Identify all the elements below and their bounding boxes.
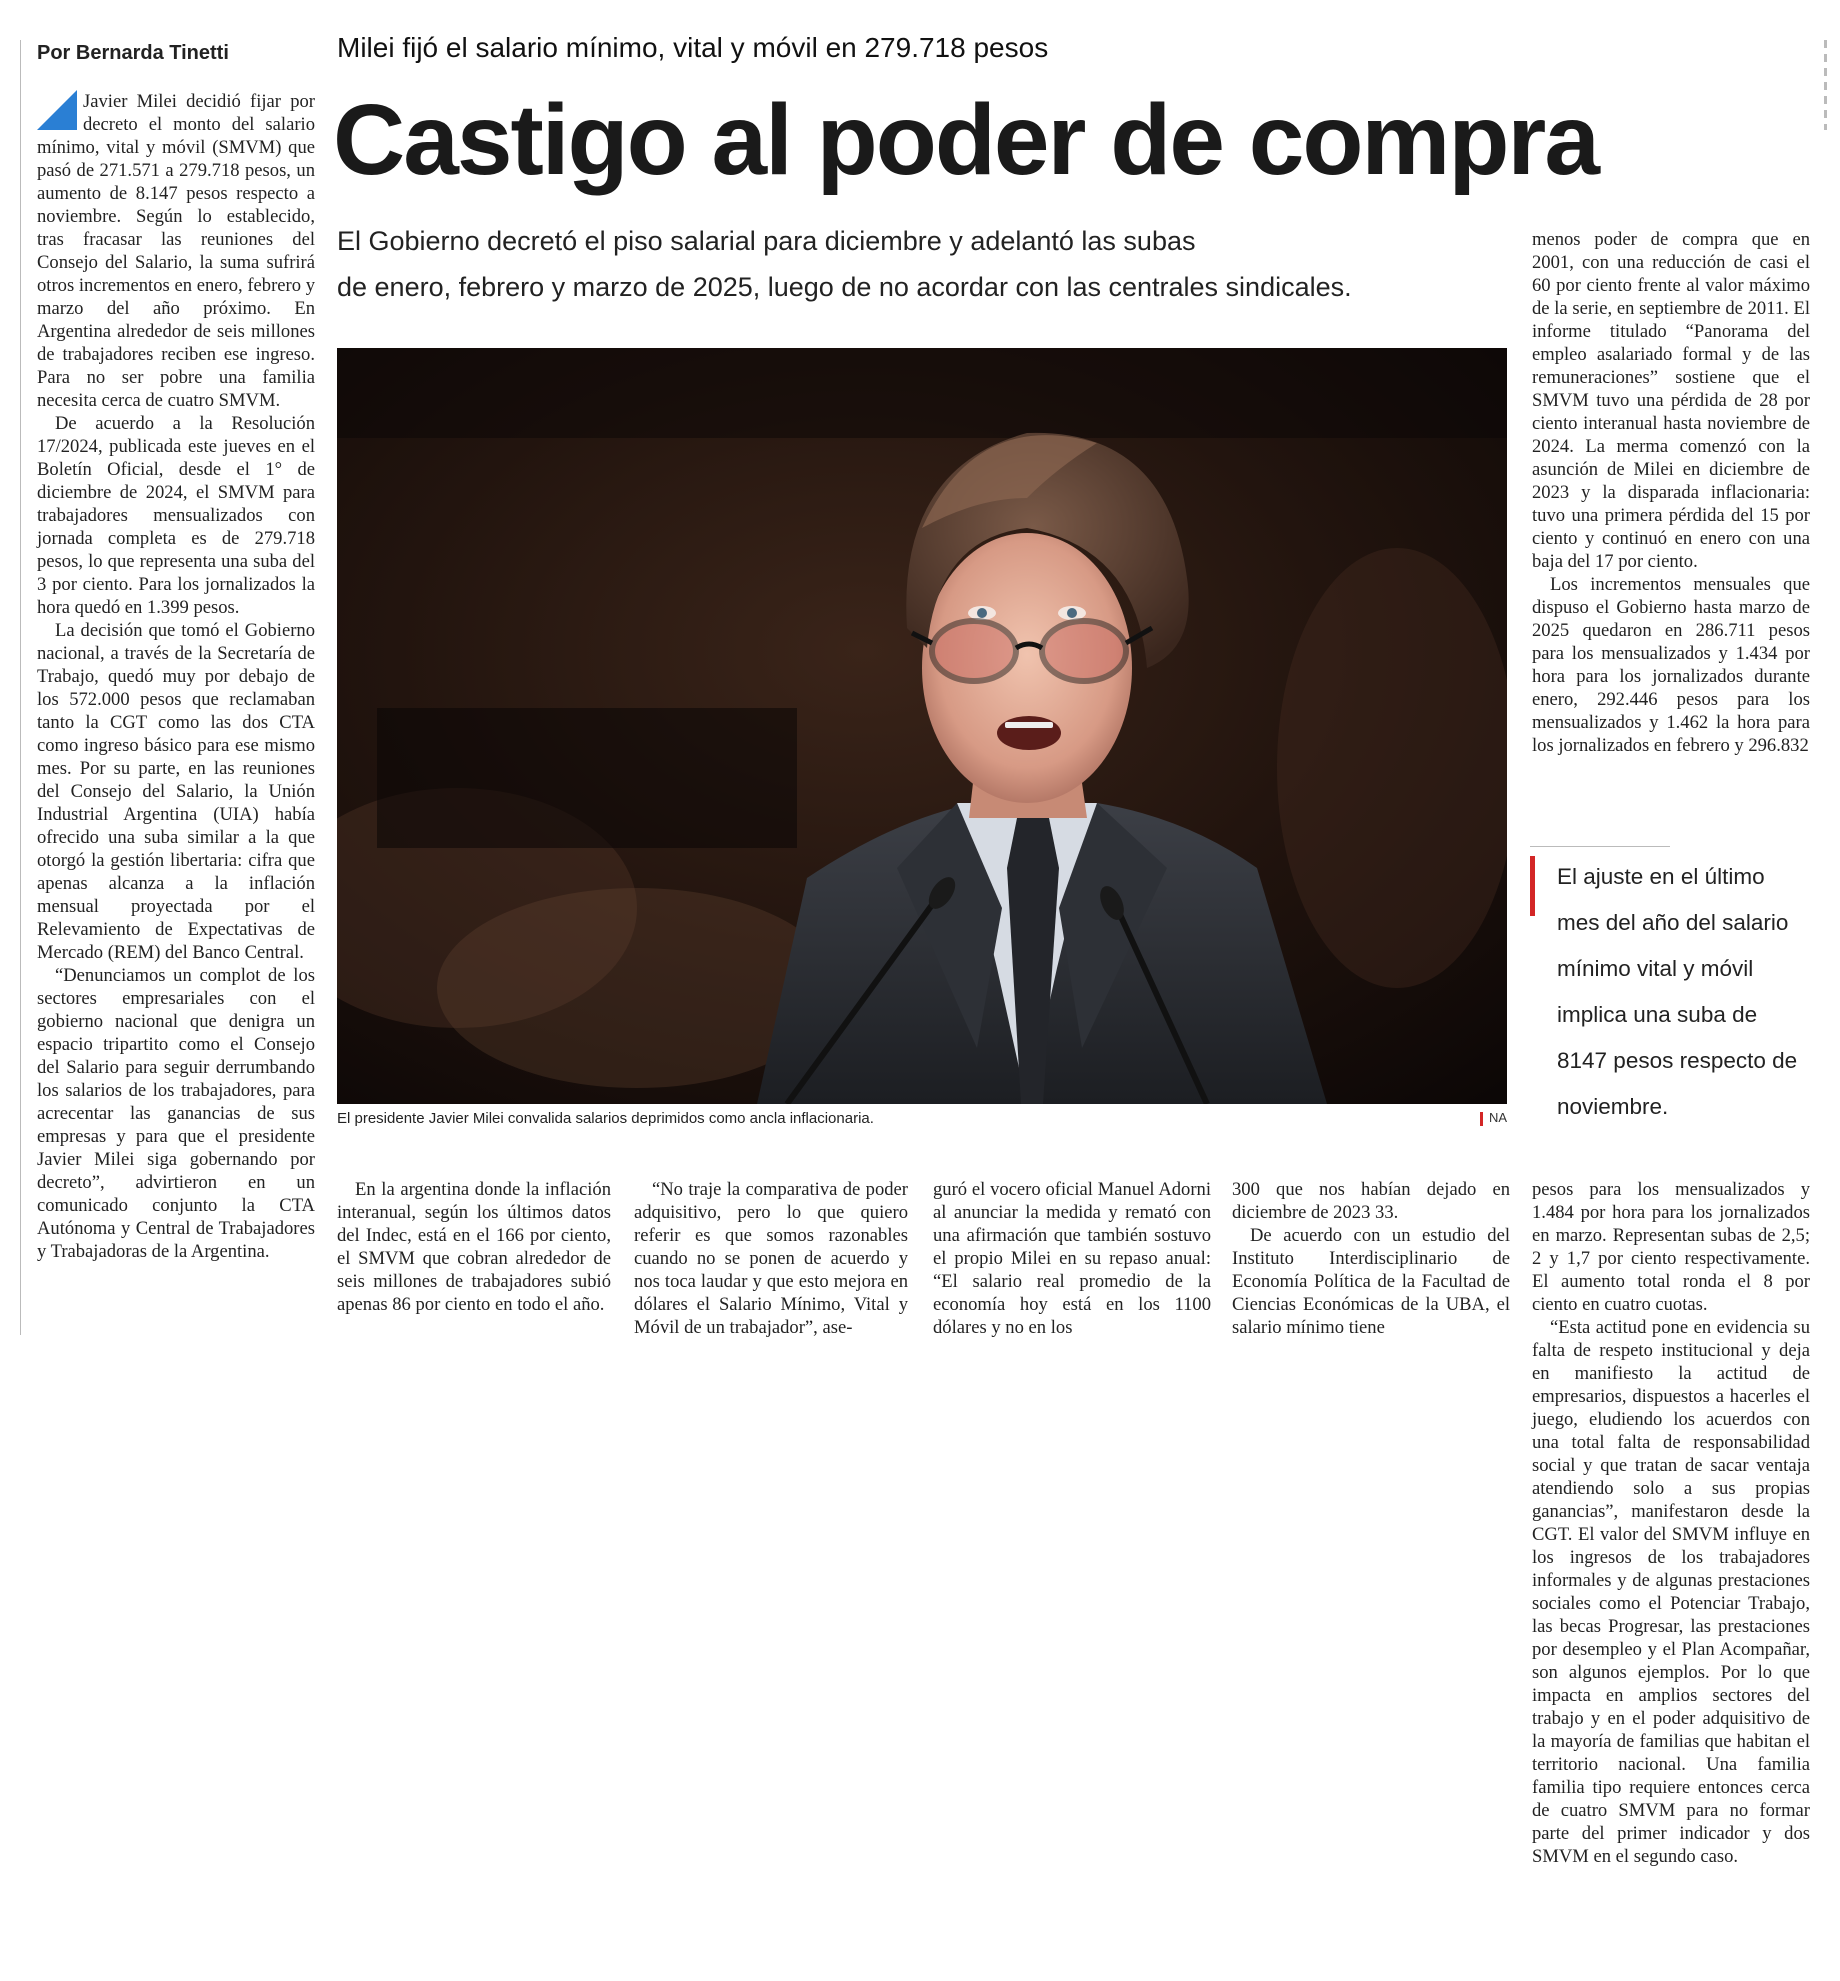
deck: [337, 218, 1507, 310]
pull-quote-accent-bar: [1530, 856, 1535, 916]
bottom-column-3: [933, 1178, 1211, 1339]
triangle-shape: [37, 90, 77, 130]
right-column-top: [1532, 228, 1810, 757]
paragraph: De acuerdo con un estudio del Instituto Interdisciplinario de Economía Política de la Facultad de Ciencias Económicas de la UBA, el salario mínimo tiene: [1232, 1225, 1510, 1338]
photo-caption: El presidente Javier Milei convalida salarios deprimidos como ancla inflacionaria.: [337, 1110, 874, 1127]
article-photo: [337, 348, 1507, 1104]
byline: Por Bernarda Tinetti: [37, 42, 229, 64]
left-column: [37, 90, 315, 1263]
deck-line: de enero, febrero y marzo de 2025, luego de no acordar con las centrales sindicales.: [337, 272, 1352, 302]
paragraph: De acuerdo a la Resolución 17/2024, publicada este jueves en el Boletín Oficial, desde el 1° de diciembre de 2024, el SMVM para trabajadores mensualizados con jornada completa es de 279.718 pesos, lo que representa una suba del 3 por ciento. Para los jornalizados la hora quedó en 1.399 pesos.: [37, 413, 315, 618]
deck-line: El Gobierno decretó el piso salarial para diciembre y adelantó las subas: [337, 226, 1196, 256]
bottom-column-1: [337, 1178, 611, 1316]
bottom-column-4: [1232, 1178, 1510, 1339]
paragraph: Javier Milei decidió fijar por decreto el monto del salario mínimo, vital y móvil (SMVM) que pasó de 271.571 a 279.718 pesos, un aumento de 8.147 pesos respecto a noviembre. Según lo establecido, tras fracasar las reuniones del Consejo del Salario, la suma sufrirá otros incrementos en enero, febrero y marzo del año próximo. En Argentina alrededor de seis millones de trabajadores reciben ese ingreso. Para no ser pobre una familia necesita cerca de cuatro SMVM.: [37, 91, 315, 411]
pull-quote-rule: [1530, 846, 1670, 847]
right-column-bottom: [1532, 1178, 1810, 1868]
pull-quote-text: El ajuste en el último mes del año del salario mínimo vital y móvil implica una suba de 8147 pesos respecto de noviembre.: [1557, 864, 1798, 1119]
headline: Castigo al poder de compra: [333, 84, 1598, 196]
bottom-column-2: [634, 1178, 908, 1339]
photo-credit: [1480, 1110, 1507, 1126]
paragraph: pesos para los mensualizados y 1.484 por hora para los jornalizados en marzo. Representan subas de 2,5; 2 y 1,7 por ciento respectivamente. El aumento total ronda el 8 por ciento en cuatro cuotas.: [1532, 1179, 1810, 1315]
credit-bar: [1480, 1112, 1483, 1126]
kicker: Milei fijó el salario mínimo, vital y móvil en 279.718 pesos: [337, 32, 1049, 63]
paragraph: 300 que nos habían dejado en diciembre de 2023 33.: [1232, 1179, 1510, 1223]
paragraph: “Esta actitud pone en evidencia su falta de respeto institucional y deja en manifiesto la actitud de empresarios, dispuestos a hacerles el juego, eludiendo los acuerdos con una total falta de responsabilidad social y que tratan de sacar ventaja atendiendo solo a sus propias ganancias”, manifestaron desde la CGT. El valor del SMVM influye en los ingresos de los trabajadores informales y de algunas prestaciones sociales como el Potenciar Trabajo, las becas Progresar, las prestaciones por desempleo y el Plan Acompañar, son algunos ejemplos. Por lo que impacta en amplios sectores del trabajo y en el poder adquisitivo de la mayoría de familias que habitan el territorio nacional. Una familia familia tipo requiere entonces cerca de cuatro SMVM para no formar parte del primer indicador y dos SMVM en el segundo caso.: [1532, 1317, 1810, 1867]
paragraph: Los incrementos mensuales que dispuso el Gobierno hasta marzo de 2025 quedaron en 286.711 pesos para los mensualizados y 1.434 por hora para los jornalizados durante enero, 292.446 pesos para los mensualizados y 1.462 la hora para los jornalizados en febrero y 296.832: [1532, 574, 1810, 756]
paragraph: “No traje la comparativa de poder adquisitivo, pero lo que quiero referir es que somos razonables cuando no se ponen de acuerdo y nos toca laudar y que esto mejora en dólares el Salario Mínimo, Vital y Móvil de un trabajador”, ase-: [634, 1179, 908, 1338]
photo-illustration: [337, 348, 1507, 1104]
section-triangle-icon: [37, 90, 77, 130]
photo-credit-text: NA: [1488, 1110, 1507, 1125]
page-edge-mark: [1824, 40, 1827, 130]
paragraph: guró el vocero oficial Manuel Adorni al anunciar la medida y remató con una afirmación que también sostuvo el propio Milei en su repaso anual: “El salario real promedio de la economía hoy está en los 1100 dólares y no en los: [933, 1179, 1211, 1338]
paragraph: menos poder de compra que en 2001, con una reducción de casi el 60 por ciento frente al valor máximo de la serie, en septiembre de 2011. El informe titulado “Panorama del empleo asalariado formal y de las remuneraciones” sostiene que el SMVM tuvo una pérdida de 28 por ciento interanual hasta noviembre de 2024. La merma comenzó con la asunción de Milei en diciembre de 2023 y la disparada inflacionaria: tuvo una primera pérdida del 15 por ciento y continuó en enero con una baja del 17 por ciento.: [1532, 229, 1810, 572]
paragraph: “Denunciamos un complot de los sectores empresariales con el gobierno nacional que denigra un espacio tripartito como el Consejo del Salario para seguir derrumbando los salarios de los trabajadores, para acrecentar las ganancias de sus empresas y para que el presidente Javier Milei siga gobernando por decreto”, advirtieron en un comunicado conjunto la CTA Autónoma y Central de Trabajadores y Trabajadoras de la Argentina.: [37, 965, 315, 1262]
column-divider: [20, 40, 21, 1335]
paragraph: La decisión que tomó el Gobierno nacional, a través de la Secretaría de Trabajo, quedó muy por debajo de los 572.000 pesos que reclamaban tanto la CGT como las dos CTA como ingreso básico para ese mismo mes. Por su parte, en las reuniones del Consejo del Salario, la Unión Industrial Argentina (UIA) había ofrecido una suba similar a la que otorgó la gestión libertaria: cifra que apenas alcanza a la inflación mensual proyectada por el Relevamiento de Expectativas de Mercado (REM) del Banco Central.: [37, 620, 315, 963]
paragraph: En la argentina donde la inflación interanual, según los últimos datos del Indec, está en el 166 por ciento, el SMVM que cobran alrededor de seis millones de trabajadores subió apenas 86 por ciento en todo el año.: [337, 1179, 611, 1315]
photo-caption-row: [337, 1110, 1507, 1127]
